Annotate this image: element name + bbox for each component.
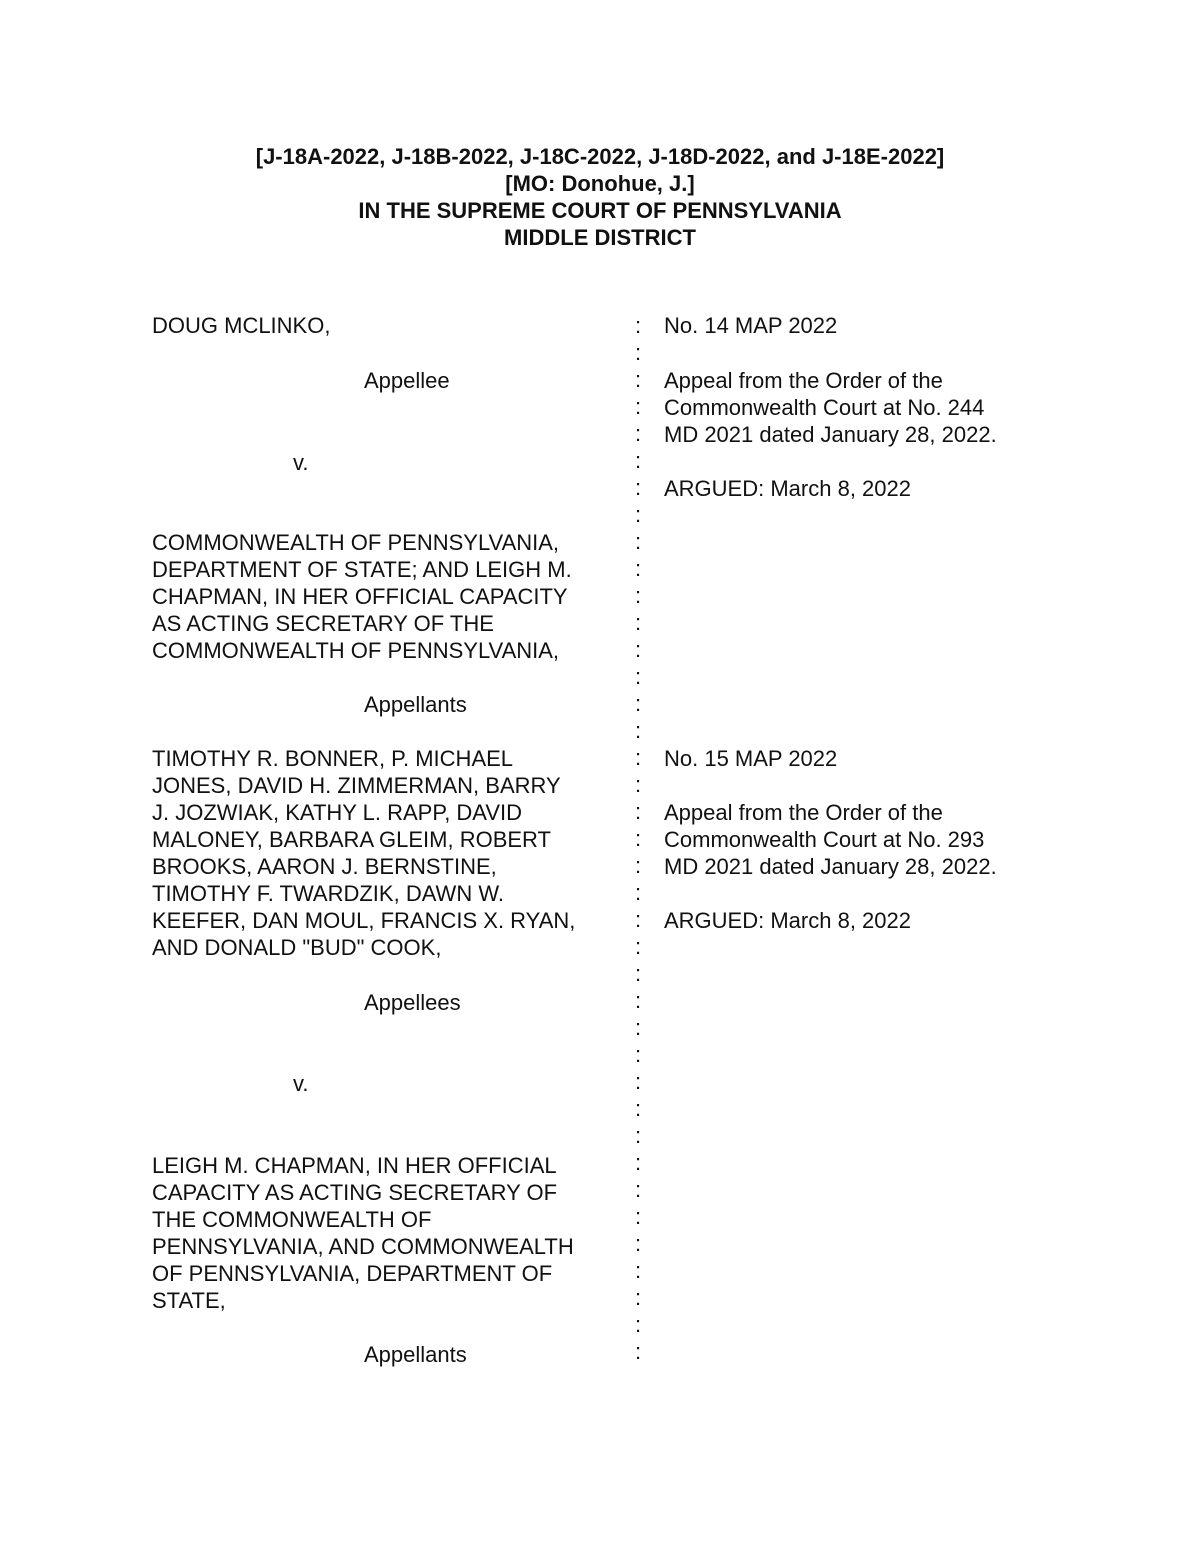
case2-argued-date: ARGUED: March 8, 2022 [664,908,911,933]
separator-colon: : [635,394,642,419]
separator-colon: : [635,1204,642,1229]
separator-colon: : [635,556,642,581]
separator-colon: : [635,1177,642,1202]
separator-colon: : [635,907,642,932]
separator-colon: : [635,1150,642,1175]
case2-appeal-line: MD 2021 dated January 28, 2022. [664,854,997,879]
case1-versus: v. [293,450,309,475]
case1-appellee-role: Appellee [364,368,450,393]
case2-appellants-line: STATE, [152,1288,226,1313]
separator-colon: : [635,961,642,986]
case2-appellees-role: Appellees [364,990,461,1015]
separator-colon: : [635,1231,642,1256]
case2-appeal-line: Appeal from the Order of the [664,800,943,825]
separator-colon: : [635,1285,642,1310]
separator-colon: : [635,610,642,635]
separator-colon: : [635,340,642,365]
case2-appellants-line: OF PENNSYLVANIA, DEPARTMENT OF [152,1261,553,1286]
case1-appeal-line: Commonwealth Court at No. 244 [664,395,985,420]
separator-colon: : [635,799,642,824]
case1-appeal-line: Appeal from the Order of the [664,368,943,393]
separator-colon: : [635,772,642,797]
separator-colon: : [635,502,642,527]
case2-appeal-line: Commonwealth Court at No. 293 [664,827,985,852]
case2-appellees-line: TIMOTHY F. TWARDZIK, DAWN W. [152,881,504,906]
separator-colon: : [635,1042,642,1067]
case2-appellants-line: PENNSYLVANIA, AND COMMONWEALTH [152,1234,574,1259]
separator-colon: : [635,745,642,770]
case2-appellants-line: THE COMMONWEALTH OF [152,1207,432,1232]
separator-colon: : [635,664,642,689]
case1-docket-number: No. 14 MAP 2022 [664,313,838,338]
case2-appellants-role: Appellants [364,1342,467,1367]
opinion-author-line: [MO: Donohue, J.] [505,171,695,196]
separator-colon: : [635,826,642,851]
case1-argued-date: ARGUED: March 8, 2022 [664,476,911,501]
separator-colon: : [635,691,642,716]
separator-colon: : [635,421,642,446]
separator-colon: : [635,718,642,743]
case2-appellees-line: AND DONALD "BUD" COOK, [152,935,442,960]
separator-colon: : [635,367,642,392]
case1-appellee-name: DOUG MCLINKO, [152,313,331,338]
case2-appellees-line: J. JOZWIAK, KATHY L. RAPP, DAVID [152,800,523,825]
case2-appellees-line: TIMOTHY R. BONNER, P. MICHAEL [152,746,514,771]
case2-appellees-line: BROOKS, AARON J. BERNSTINE, [152,854,497,879]
caption-header [0,143,1200,251]
separator-colon: : [635,934,642,959]
case2-appellants-line: LEIGH M. CHAPMAN, IN HER OFFICIAL [152,1153,557,1178]
separator-colon: : [635,475,642,500]
separator-colon: : [635,1312,642,1337]
separator-colon: : [635,988,642,1013]
case1-appellants-role: Appellants [364,692,467,717]
court-name: IN THE SUPREME COURT OF PENNSYLVANIA [358,198,842,223]
docket-numbers-line: [J-18A-2022, J-18B-2022, J-18C-2022, J-18D-2022, and J-18E-2022] [255,144,945,169]
separator-colon: : [635,1123,642,1148]
separator-colon: : [635,448,642,473]
separator-colon: : [635,1339,642,1364]
case2-appellees-line: MALONEY, BARBARA GLEIM, ROBERT [152,827,551,852]
separator-colon: : [635,1096,642,1121]
separator-colon: : [635,313,642,338]
separator-colon: : [635,1069,642,1094]
separator-colon: : [635,1258,642,1283]
case2-appellees-line: JONES, DAVID H. ZIMMERMAN, BARRY [152,773,561,798]
case1-appellants-line: CHAPMAN, IN HER OFFICIAL CAPACITY [152,584,568,609]
separator-colon: : [635,583,642,608]
case1-appellants-line: AS ACTING SECRETARY OF THE [152,611,494,636]
case2-docket-number: No. 15 MAP 2022 [664,746,838,771]
case1-appellants-line: DEPARTMENT OF STATE; AND LEIGH M. [152,557,572,582]
case1-appellants-line: COMMONWEALTH OF PENNSYLVANIA, [152,530,560,555]
case2-appellants-line: CAPACITY AS ACTING SECRETARY OF [152,1180,558,1205]
separator-colon: : [635,1015,642,1040]
separator-colon: : [635,637,642,662]
case2-appellees-line: KEEFER, DAN MOUL, FRANCIS X. RYAN, [152,908,576,933]
case1-appellants-line: COMMONWEALTH OF PENNSYLVANIA, [152,638,560,663]
separator-colon: : [635,880,642,905]
separator-colon: : [635,529,642,554]
district-name: MIDDLE DISTRICT [504,225,696,250]
case1-appeal-line: MD 2021 dated January 28, 2022. [664,422,997,447]
separator-colon: : [635,853,642,878]
case2-versus: v. [293,1071,309,1096]
